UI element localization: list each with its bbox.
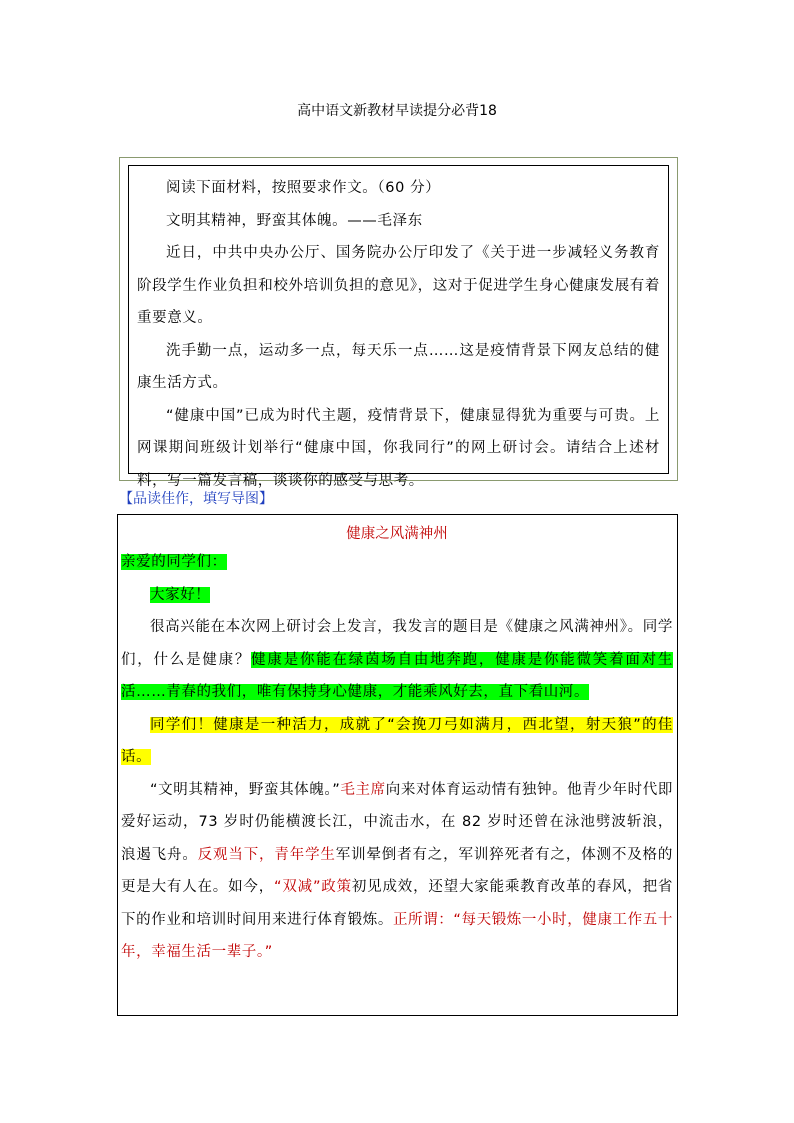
p3-red-mao: 毛主席: [340, 781, 386, 798]
essay-paragraph-2: [121, 709, 673, 774]
salutation-highlight: 亲爱的同学们：: [121, 554, 227, 570]
essay-box: [117, 514, 678, 1016]
p3-text-3: 初见成效，还望大家能乘教育改革的春风，把省下的作业和培训时间用来进行体育锻炼。: [121, 879, 674, 928]
p3-quote: “文明其精神，野蛮其体魄。”: [150, 781, 341, 798]
p3-red-contrast: 反观当下，: [197, 846, 275, 863]
p2-highlight: 同学们！健康是一种活力，成就了“会挽刀弓如满月，西北望，射天狼”的佳话。: [121, 716, 673, 765]
prompt-paragraph-2: 洗手勤一点，运动多一点，每天乐一点……这是疫情背景下网友总结的健康生活方式。: [137, 342, 660, 391]
prompt-box: [128, 165, 669, 489]
essay-greeting: [121, 579, 673, 612]
p3-red-policy: “双减”政策: [274, 879, 352, 895]
prompt-paragraph-3: “健康中国”已成为时代主题，疫情背景下，健康显得犹为重要与可贵。上网课期间班级计划举行“健康中国，你我同行”的网上研讨会。请结合上述材料，写一篇发言稿，谈谈你的感受与思考。: [137, 407, 660, 489]
essay-paragraph-3: [121, 774, 673, 969]
p1-highlight: 健康是你能在绿茵场自由地奔跑，健康是你能微笑着面对生活……青春的我们，唯有保持身心健康，才能乘风好去，直下看山河。: [121, 651, 673, 700]
p3-text-2: 军训晕倒者有之，军训猝死者有之，体测不及格的更是大有人在。如今，: [121, 846, 673, 895]
prompt-paragraph-1: 近日，中共中央办公厅、国务院办公厅印发了《关于进一步减轻义务教育阶段学生作业负担和校外培训负担的意见》，这对于促进学生身心健康发展有着重要意义。: [137, 245, 660, 326]
p1-text: 很高兴能在本次网上研讨会上发言，我发言的题目是《健康之风满神州》。同学们，什么是健康？: [121, 619, 673, 668]
p3-red-students: 青年学生: [274, 846, 336, 863]
section-label: 【品读佳作，填写导图】: [119, 491, 273, 507]
p3-red-saying: 正所谓：“每天锻炼一小时，健康工作五十年，幸福生活一辈子。”: [121, 911, 673, 960]
prompt-outer-frame: [119, 157, 678, 489]
essay-salutation: [121, 546, 673, 579]
document-title: 高中语文新教材早读提分必背18: [297, 103, 497, 119]
essay-paragraph-1: [121, 611, 673, 709]
prompt-instruction: 阅读下面材料，按照要求作文。（60 分）: [166, 180, 441, 196]
greeting-highlight: 大家好！: [150, 586, 211, 603]
p3-text-1: 向来对体育运动情有独钟。他青少年时代即爱好运动，73 岁时仍能横渡长江，中流击水，在 82 岁时还曾在泳池劈波斩浪，浪遏飞舟。: [121, 781, 673, 863]
prompt-quote: 文明其精神，野蛮其体魄。——毛泽东: [166, 212, 423, 229]
essay-title: 健康之风满神州: [346, 526, 448, 542]
